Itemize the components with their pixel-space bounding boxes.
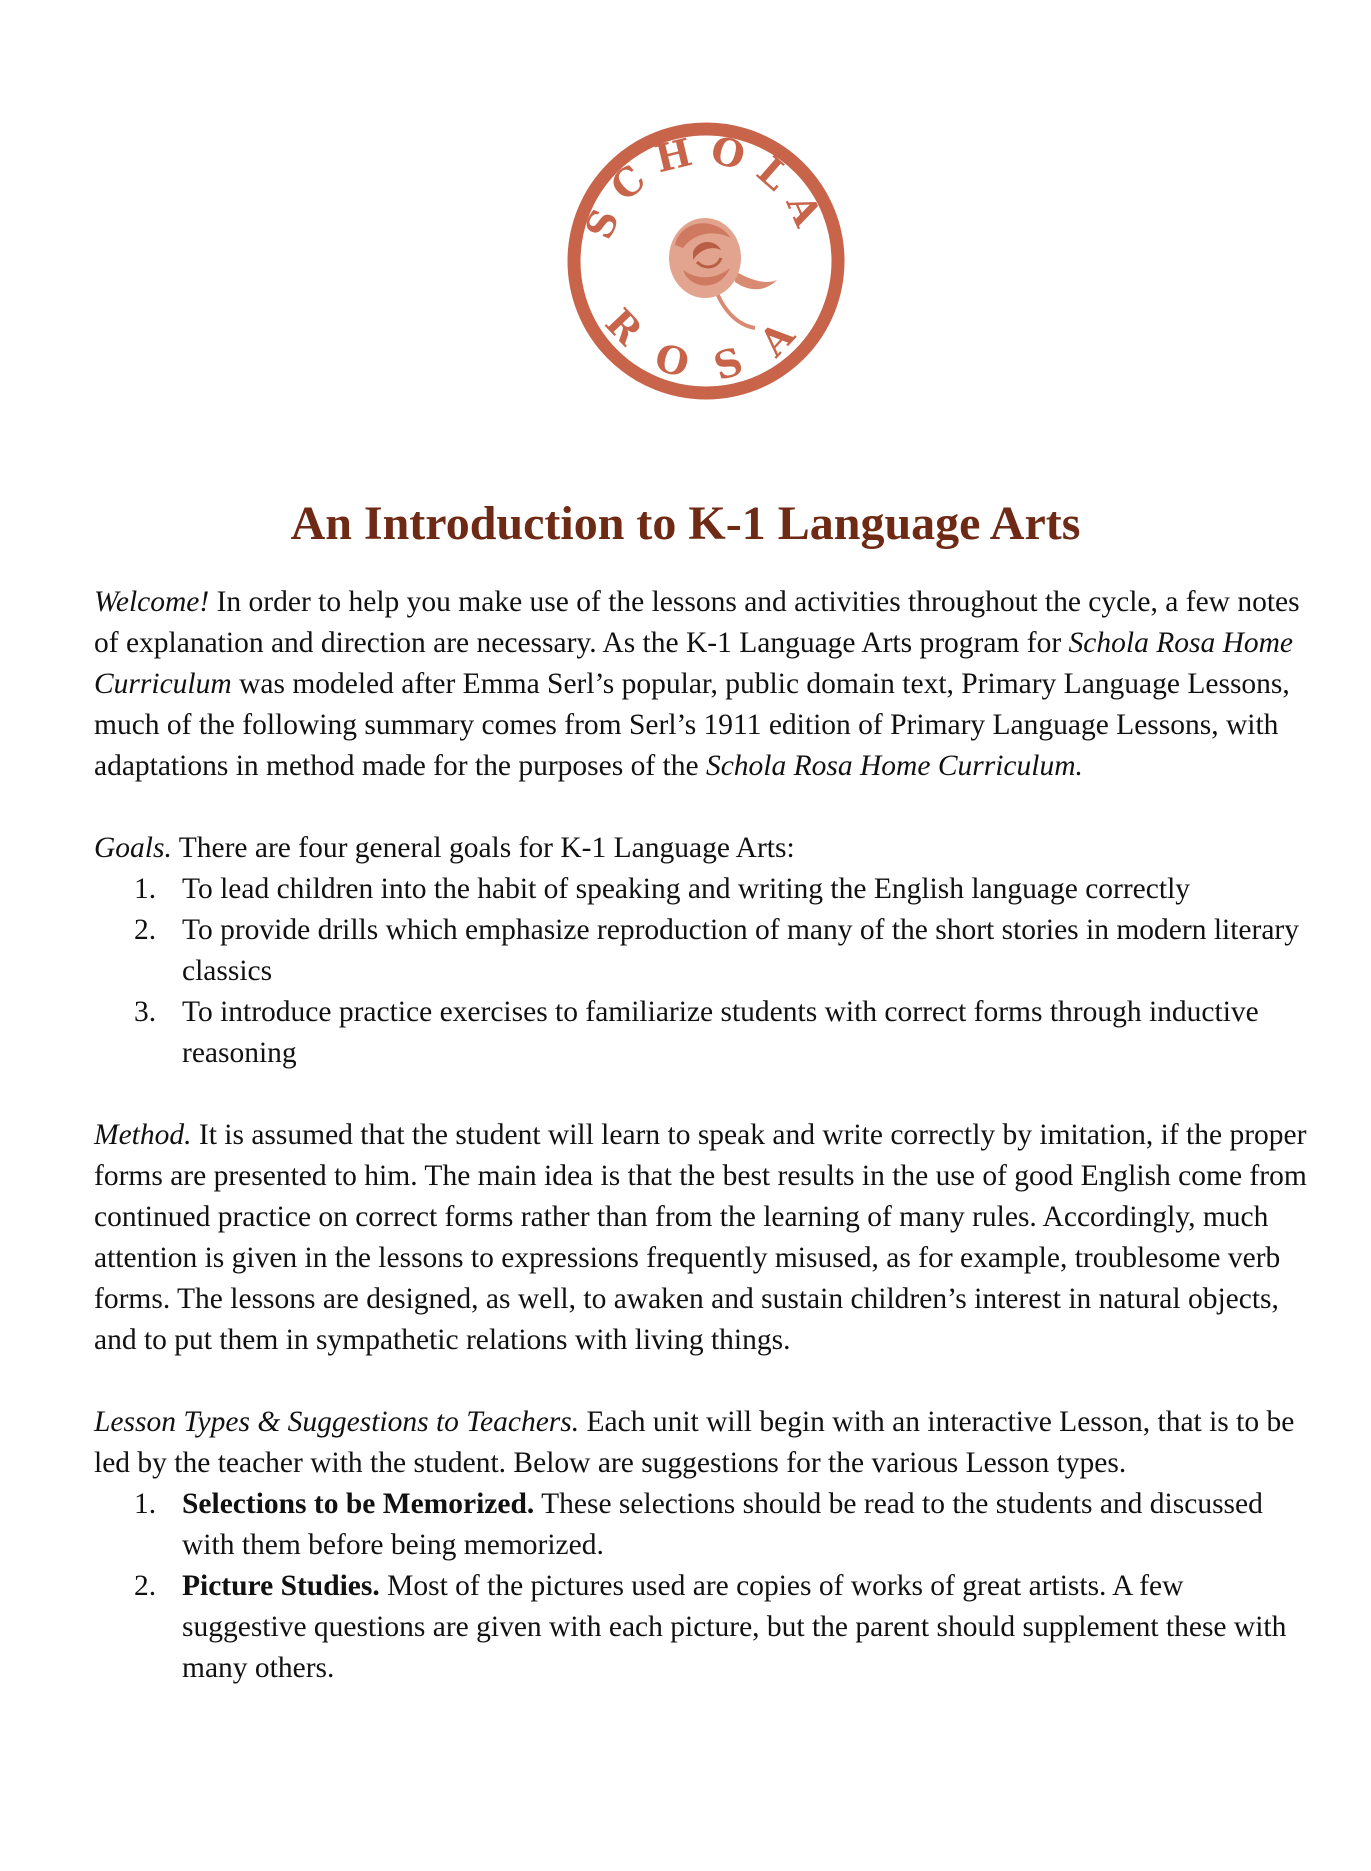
goals-list — [94, 869, 1314, 1074]
list-number: 2. — [134, 1570, 157, 1602]
goals-lead: Goals. — [94, 832, 172, 864]
list-number: 1. — [134, 873, 157, 905]
list-item — [94, 1484, 1314, 1566]
document-body — [94, 582, 1314, 1689]
lesson-types-lead: Lesson Types & Suggestions to Teachers. — [94, 1406, 580, 1438]
intro-paragraph — [94, 582, 1314, 787]
lesson-types-paragraph — [94, 1402, 1314, 1484]
intro-lead: Welcome! — [94, 586, 210, 618]
list-number: 2. — [134, 914, 157, 946]
rose-icon — [669, 218, 777, 328]
list-text: Most of the pictures used are copies of works of great artists. A few suggestive questions are given with each picture, but the parent should supplement these with many others. — [182, 1570, 1287, 1684]
logo-top-text: SCHOLA — [575, 125, 837, 246]
list-bold-label: Selections to be Memorized. — [182, 1488, 535, 1520]
method-lead: Method. — [94, 1119, 192, 1151]
list-text: To introduce practice exercises to familiarize students with correct forms through inductive reasoning — [182, 996, 1259, 1069]
list-item — [94, 1566, 1314, 1689]
list-item — [94, 992, 1314, 1074]
logo-bottom-text: ROSA — [597, 299, 816, 391]
lesson-types-text: Each unit will begin with an interactive Lesson, that is to be led by the teacher with the student. Below are suggestions for the various Lesson types. — [94, 1406, 1295, 1479]
method-paragraph — [94, 1115, 1314, 1361]
lesson-types-list — [94, 1484, 1314, 1689]
goals-paragraph — [94, 828, 1314, 869]
list-item — [94, 910, 1314, 992]
intro-italic-2: Schola Rosa Home Curriculum. — [705, 750, 1083, 782]
schola-rosa-logo — [565, 120, 847, 402]
list-text: To provide drills which emphasize reproduction of many of the short stories in modern literary classics — [182, 914, 1300, 987]
goals-text: There are four general goals for K-1 Language Arts: — [171, 832, 795, 864]
list-number: 1. — [134, 1488, 157, 1520]
page-title: An Introduction to K-1 Language Arts — [290, 497, 1081, 550]
intro-text-1: In order to help you make use of the lessons and activities throughout the cycle, a few notes of explanation and direction are necessary. As the K-1 Language Arts program for — [94, 586, 1300, 659]
list-bold-label: Picture Studies. — [182, 1570, 380, 1602]
list-item — [94, 869, 1314, 910]
method-text: It is assumed that the student will learn to speak and write correctly by imitation, if the proper forms are presented to him. The main idea is that the best results in the use of good English come from continued practice on correct forms rather than from the learning of many rules. Accordingly, much attention is given in the lessons to expressions frequently misused, as for example, troublesome verb forms. The lessons are designed, as well, to awaken and sustain children’s interest in natural objects, and to put them in sympathetic relations with living things. — [94, 1119, 1307, 1356]
list-text: To lead children into the habit of speaking and writing the English language correctly — [182, 873, 1191, 905]
intro-text-2: was modeled after Emma Serl’s popular, public domain text, Primary Language Lessons, much of the following summary comes from Serl’s 1911 edition of Primary Language Lessons, with adaptations in method made for the purposes of the — [94, 668, 1290, 782]
list-text: These selections should be read to the students and discussed with them before being memorized. — [182, 1488, 1263, 1561]
list-number: 3. — [134, 996, 157, 1028]
intro-italic-1: Schola Rosa Home Curriculum — [94, 627, 1294, 700]
